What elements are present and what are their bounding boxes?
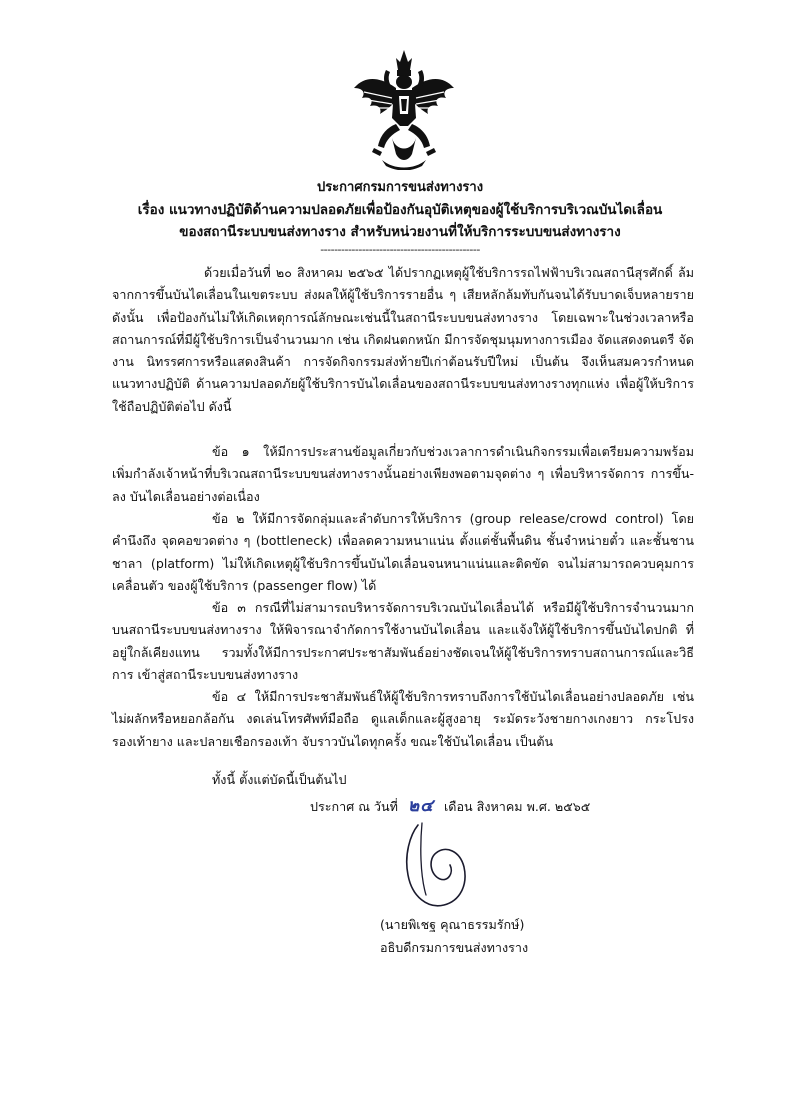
announcement-title: ประกาศกรมการขนส่งทางราง	[316, 180, 484, 195]
clause-4: ข้อ ๔ ให้มีการประชาสัมพันธ์ให้ผู้ใช้บริการทราบถึงการใช้บันไดเลื่อนอย่างปลอดภัย เช่น ไม่ผลักหรือหยอกล้อกัน งดเล่นโทรศัพท์มือถือ ดูแลเด็กและผู้สูงอายุ ระมัดระวังชายกางเกงยาว กระโปรง รองเท้ายาง และปลายเชือกรองเท้า จับราวบันไดทุกครั้ง ขณะใช้บันไดเลื่อน เป็นต้น	[112, 689, 694, 749]
clause-1: ข้อ ๑ ให้มีการประสานข้อมูลเกี่ยวกับช่วงเวลาการดำเนินกิจกรรมเพื่อเตรียมความพร้อม เพิ่มกำลังเจ้าหน้าที่บริเวณสถานีระบบขนส่งทางรางนั้นอย่างเพียงพอตามจุดต่าง ๆ เพื่อบริหารจัดการ การขึ้น-ลง บันไดเลื่อนอย่างต่อเนื่อง	[112, 444, 694, 504]
clause-4-block	[112, 686, 694, 753]
title-block	[80, 177, 720, 257]
clause-3-block	[112, 597, 694, 686]
signer-name: (นายพิเชฐ คุณาธรรมรักษ์)	[380, 917, 525, 932]
date-day: ๒๔	[407, 796, 434, 816]
handwritten-signature-icon	[398, 815, 478, 915]
clause-3: ข้อ ๓ กรณีที่ไม่สามารถบริหารจัดการบริเวณบันไดเลื่อนได้ หรือมีผู้ใช้บริการจำนวนมาก บนสถานีระบบขนส่งทางราง ให้พิจารณาจำกัดการใช้งานบันไดเลื่อน และแจ้งให้ผู้ใช้บริการขึ้นบันไดปกติ ที่อยู่ใกล้เคียงแทน รวมทั้งให้มีการประกาศประชาสัมพันธ์อย่างชัดเจนให้ผู้ใช้บริการทราบสถานการณ์และวิธีการ เข้าสู่สถานีระบบขนส่งทางราง	[112, 600, 694, 682]
clause-2-block	[112, 508, 694, 597]
subject-line-2: ของสถานีระบบขนส่งทางราง สำหรับหน่วยงานที่ให้บริการระบบขนส่งทางราง	[179, 224, 621, 240]
clause-1-block	[112, 441, 694, 508]
garuda-emblem-icon	[352, 48, 456, 170]
date-suffix: เดือน สิงหาคม พ.ศ. ๒๕๖๕	[444, 799, 591, 814]
intro-paragraph: ด้วยเมื่อวันที่ ๒๐ สิงหาคม ๒๕๖๕ ได้ปรากฏเหตุผู้ใช้บริการรถไฟฟ้าบริเวณสถานีสุรศักดิ์ ล้มจากการขึ้นบันไดเลื่อนในเขตระบบ ส่งผลให้ผู้ใช้บริการรายอื่น ๆ เสียหลักล้มทับกันจนได้รับบาดเจ็บหลายราย ดังนั้น เพื่อป้องกันไม่ให้เกิดเหตุการณ์ลักษณะเช่นนี้ในสถานีระบบขนส่งทางราง โดยเฉพาะในช่วงเวลาหรือ สถานการณ์ที่มีผู้ใช้บริการเป็นจำนวนมาก เช่น เกิดฝนตกหนัก มีการจัดชุมนุมทางการเมือง จัดแสดงดนตรี จัดงาน นิทรรศการหรือแสดงสินค้า การจัดกิจกรรมส่งท้ายปีเก่าต้อนรับปีใหม่ เป็นต้น จึงเห็นสมควรกำหนดแนวทางปฏิบัติ ด้านความปลอดภัยผู้ใช้บริการบันไดเลื่อนของสถานีระบบขนส่งทางรางทุกแห่ง เพื่อผู้ให้บริการใช้ถือปฏิบัติต่อไป ดังนี้	[112, 265, 694, 414]
date-prefix: ประกาศ ณ วันที่	[310, 799, 398, 814]
signer-title: อธิบดีกรมการขนส่งทางราง	[380, 940, 529, 955]
subject-line-1: เรื่อง แนวทางปฏิบัติด้านความปลอดภัยเพื่อป้องกันอุบัติเหตุของผู้ใช้บริการบริเวณบันไดเลื่อน	[137, 202, 663, 218]
clause-2: ข้อ ๒ ให้มีการจัดกลุ่มและลำดับการให้บริการ (group release/crowd control) โดยคำนึงถึง จุดคอขวดต่าง ๆ (bottleneck) เพื่อลดความหนาแน่น ตั้งแต่ชั้นพื้นดิน ชั้นจำหน่ายตั๋ว และชั้นชานชาลา (platform) ไม่ให้เกิดเหตุผู้ใช้บริการขึ้นบันไดเลื่อนจนหนาแน่นและติดขัด จนไม่สามารถควบคุมการเคลื่อนตัว ของผู้ใช้บริการ (passenger flow) ได้	[112, 511, 694, 593]
closing-statement: ทั้งนี้ ตั้งแต่บัดนี้เป็นต้นไป	[212, 772, 347, 787]
title-separator: ----------------------------------------------	[320, 243, 480, 256]
intro-paragraph-block	[112, 262, 694, 418]
